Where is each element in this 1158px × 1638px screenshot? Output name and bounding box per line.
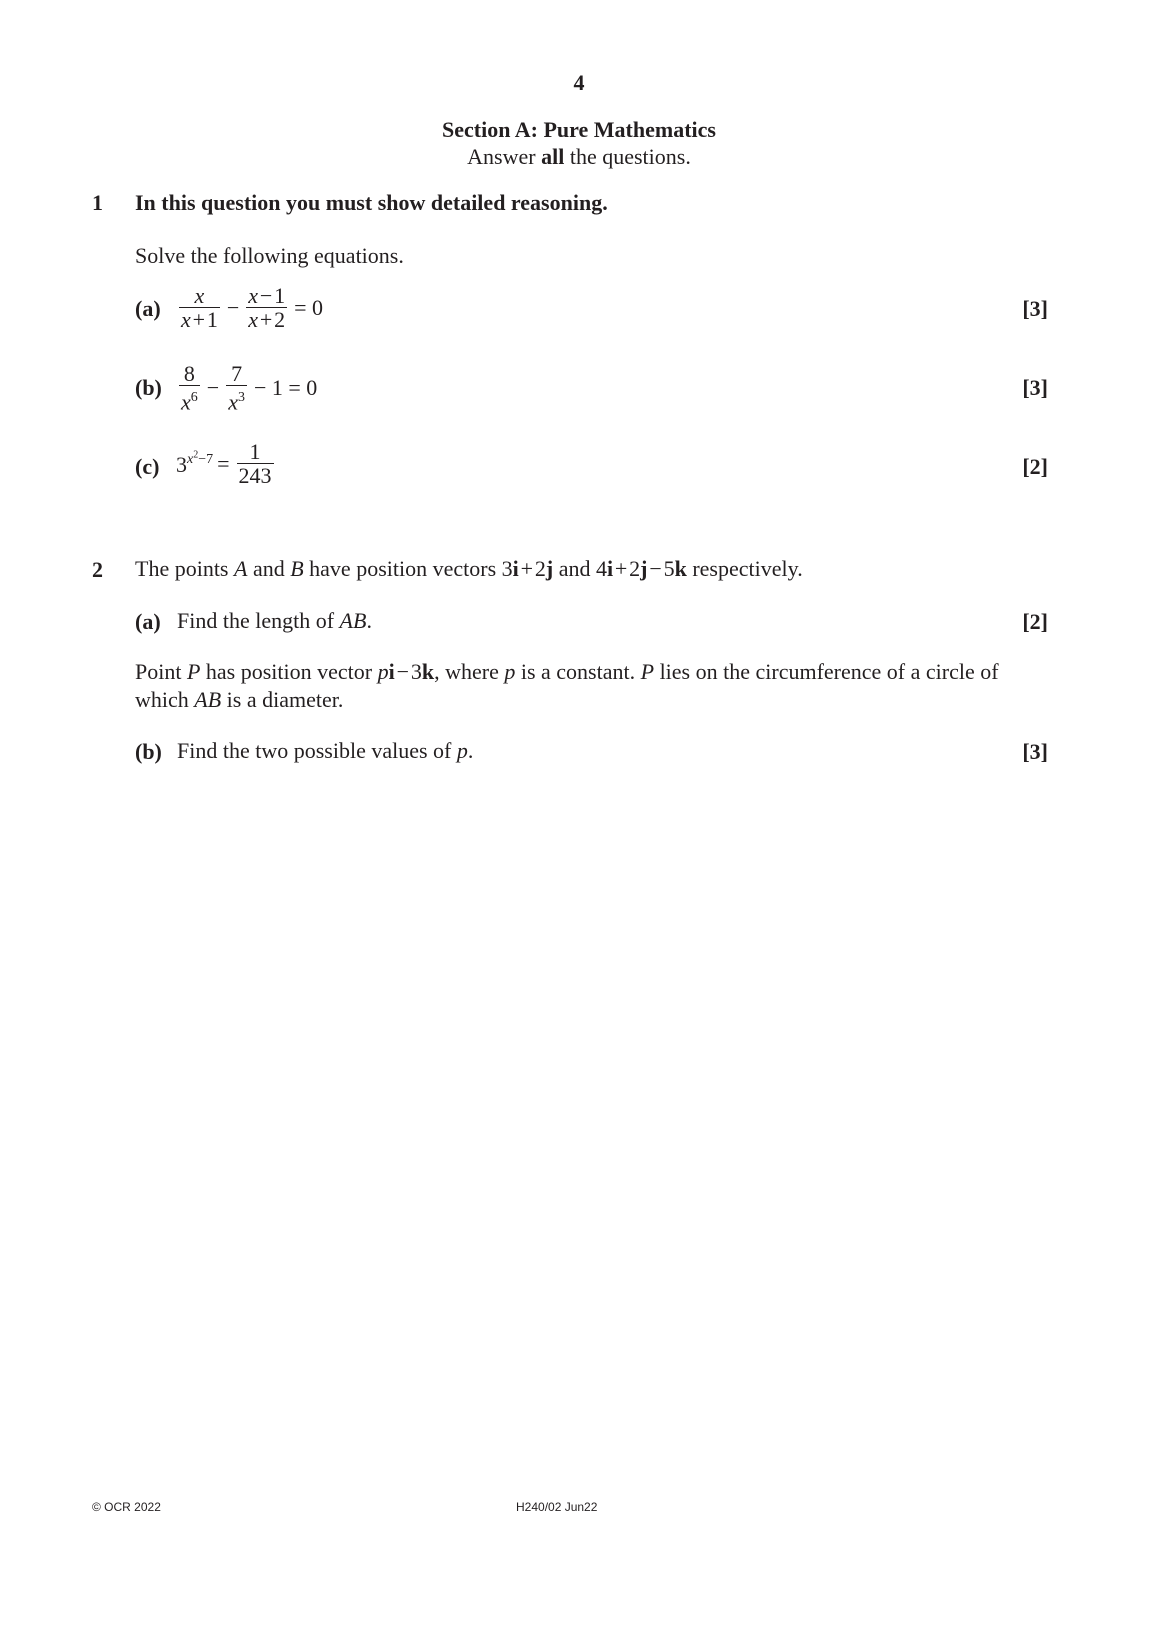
q1b-equation: $\frac{8}{x^6}$ − $\frac{7}{x^3}$ − 1 = 0 — [181, 361, 318, 415]
q2b-label: (b) — [135, 739, 162, 764]
q1b-marks: [3] — [1022, 375, 1048, 400]
question-2-info: Point P has position vector pi − 3k, where p is a constant. P lies on the circumference of a circle of which AB is a diameter. — [135, 659, 999, 712]
footer-copyright: © OCR 2022 — [92, 1500, 161, 1514]
q2a-marks: [2] — [1022, 609, 1048, 634]
question-1-heading: In this question you must show detailed reasoning. — [135, 190, 608, 215]
question-1-intro: Solve the following equations. — [135, 243, 404, 268]
q2a-text: Find the length of AB. — [177, 608, 372, 633]
q1c-label: (c) — [135, 454, 160, 479]
footer-paper-code: H240/02 Jun22 — [516, 1500, 598, 1514]
page-number: 4 — [573, 70, 585, 95]
q1a-label: (a) — [135, 296, 161, 321]
question-2-number: 2 — [92, 557, 103, 582]
q1b-label: (b) — [135, 375, 162, 400]
section-instruction: Answer all the questions. — [467, 144, 691, 169]
q2b-marks: [3] — [1022, 739, 1048, 764]
q1c-marks: [2] — [1022, 454, 1048, 479]
q1a-equation: $\frac{x}{x + 1}$ − $\frac{x - 1}{x + 2}$ = 0 — [181, 283, 324, 332]
question-1-number: 1 — [92, 190, 103, 215]
question-2-stem: The points A and B have position vectors 3i + 2j and 4i + 2j − 5k respectively. — [135, 556, 803, 581]
q1c-equation: $3^{x^2-7}$ = $\frac{1}{243}$ — [176, 439, 272, 488]
q2a-label: (a) — [135, 609, 161, 634]
q2b-text: Find the two possible values of p. — [177, 738, 474, 763]
section-title: Section A: Pure Mathematics — [442, 117, 716, 142]
q1a-marks: [3] — [1022, 296, 1048, 321]
